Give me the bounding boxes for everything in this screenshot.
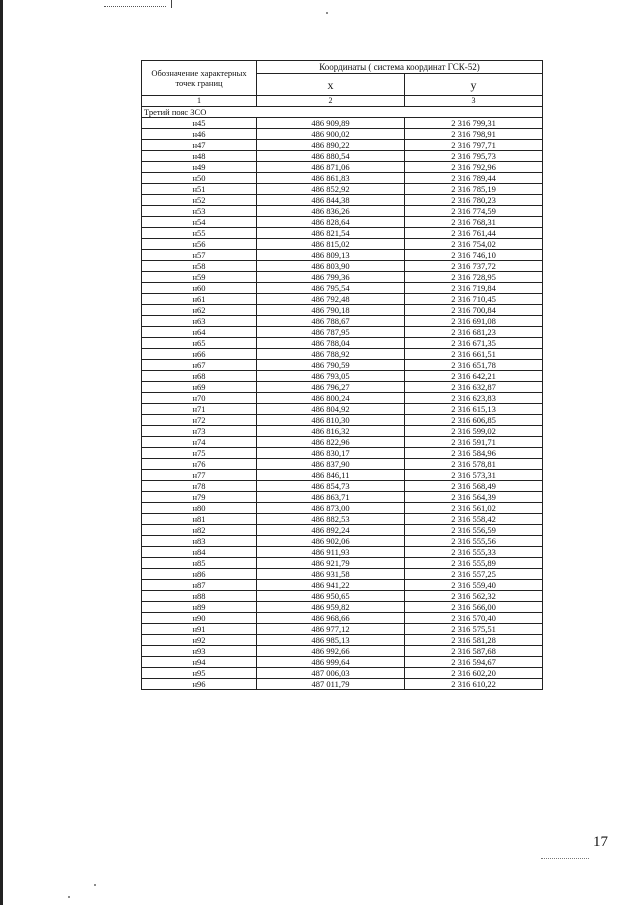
point-id-cell: н63 — [142, 316, 257, 327]
point-id-cell: н70 — [142, 393, 257, 404]
y-coordinate-cell: 2 316 792,96 — [405, 162, 543, 173]
y-coordinate-cell: 2 316 774,59 — [405, 206, 543, 217]
table-row — [142, 514, 543, 525]
table-row — [142, 624, 543, 635]
table-row — [142, 283, 543, 294]
point-id-cell: н51 — [142, 184, 257, 195]
point-id-cell: н96 — [142, 679, 257, 690]
y-coordinate-cell: 2 316 799,31 — [405, 118, 543, 129]
x-coordinate-cell: 486 787,95 — [257, 327, 405, 338]
scan-artifact-top — [104, 0, 166, 7]
point-id-cell: н91 — [142, 624, 257, 635]
table-row — [142, 404, 543, 415]
table-row — [142, 481, 543, 492]
y-coordinate-cell: 2 316 606,85 — [405, 415, 543, 426]
page-number: 17 — [593, 834, 608, 850]
point-id-cell: н92 — [142, 635, 257, 646]
x-coordinate-cell: 486 799,36 — [257, 272, 405, 283]
x-coordinate-cell: 486 809,13 — [257, 250, 405, 261]
table-row — [142, 591, 543, 602]
x-coordinate-cell: 486 821,54 — [257, 228, 405, 239]
table-row — [142, 602, 543, 613]
point-id-cell: н58 — [142, 261, 257, 272]
table-row — [142, 580, 543, 591]
point-id-cell: н50 — [142, 173, 257, 184]
table-row — [142, 547, 543, 558]
table-row — [142, 173, 543, 184]
table-row — [142, 525, 543, 536]
point-id-cell: н66 — [142, 349, 257, 360]
scan-artifact-dot — [326, 12, 328, 14]
y-coordinate-cell: 2 316 556,59 — [405, 525, 543, 536]
y-coordinate-cell: 2 316 700,84 — [405, 305, 543, 316]
table-row — [142, 371, 543, 382]
x-coordinate-cell: 486 816,32 — [257, 426, 405, 437]
x-coordinate-cell: 486 803,90 — [257, 261, 405, 272]
x-coordinate-cell: 486 900,02 — [257, 129, 405, 140]
point-id-cell: н47 — [142, 140, 257, 151]
point-id-cell: н62 — [142, 305, 257, 316]
y-coordinate-cell: 2 316 584,96 — [405, 448, 543, 459]
point-id-cell: н90 — [142, 613, 257, 624]
coordinates-table — [141, 60, 543, 690]
point-id-cell: н67 — [142, 360, 257, 371]
y-coordinate-cell: 2 316 575,51 — [405, 624, 543, 635]
y-coordinate-cell: 2 316 651,78 — [405, 360, 543, 371]
x-coordinate-cell: 486 830,17 — [257, 448, 405, 459]
table-row — [142, 470, 543, 481]
table-row — [142, 657, 543, 668]
header-coordinates: Координаты ( система координат ГСК-52) — [257, 61, 543, 74]
y-coordinate-cell: 2 316 623,83 — [405, 393, 543, 404]
x-coordinate-cell: 486 950,65 — [257, 591, 405, 602]
point-id-cell: н93 — [142, 646, 257, 657]
table-row — [142, 316, 543, 327]
point-id-cell: н57 — [142, 250, 257, 261]
header-y: у — [405, 74, 543, 96]
point-id-cell: н71 — [142, 404, 257, 415]
y-coordinate-cell: 2 316 561,02 — [405, 503, 543, 514]
y-coordinate-cell: 2 316 719,84 — [405, 283, 543, 294]
point-id-cell: н45 — [142, 118, 257, 129]
x-coordinate-cell: 486 968,66 — [257, 613, 405, 624]
y-coordinate-cell: 2 316 566,00 — [405, 602, 543, 613]
point-id-cell: н54 — [142, 217, 257, 228]
y-coordinate-cell: 2 316 754,02 — [405, 239, 543, 250]
x-coordinate-cell: 486 852,92 — [257, 184, 405, 195]
table-row — [142, 250, 543, 261]
table-row — [142, 503, 543, 514]
x-coordinate-cell: 486 800,24 — [257, 393, 405, 404]
point-id-cell: н74 — [142, 437, 257, 448]
x-coordinate-cell: 486 795,54 — [257, 283, 405, 294]
y-coordinate-cell: 2 316 591,71 — [405, 437, 543, 448]
table-row — [142, 613, 543, 624]
point-id-cell: н61 — [142, 294, 257, 305]
y-coordinate-cell: 2 316 559,40 — [405, 580, 543, 591]
table-row — [142, 118, 543, 129]
x-coordinate-cell: 486 836,26 — [257, 206, 405, 217]
table-row — [142, 635, 543, 646]
x-coordinate-cell: 487 011,79 — [257, 679, 405, 690]
x-coordinate-cell: 486 861,83 — [257, 173, 405, 184]
point-id-cell: н95 — [142, 668, 257, 679]
scan-artifact-footer — [541, 858, 589, 860]
point-id-cell: н84 — [142, 547, 257, 558]
y-coordinate-cell: 2 316 555,89 — [405, 558, 543, 569]
y-coordinate-cell: 2 316 557,25 — [405, 569, 543, 580]
y-coordinate-cell: 2 316 599,02 — [405, 426, 543, 437]
x-coordinate-cell: 486 985,13 — [257, 635, 405, 646]
x-coordinate-cell: 486 822,96 — [257, 437, 405, 448]
x-coordinate-cell: 486 804,92 — [257, 404, 405, 415]
y-coordinate-cell: 2 316 581,28 — [405, 635, 543, 646]
x-coordinate-cell: 486 977,12 — [257, 624, 405, 635]
point-id-cell: н89 — [142, 602, 257, 613]
x-coordinate-cell: 486 828,64 — [257, 217, 405, 228]
table-row — [142, 646, 543, 657]
x-coordinate-cell: 487 006,03 — [257, 668, 405, 679]
y-coordinate-cell: 2 316 610,22 — [405, 679, 543, 690]
table-row — [142, 536, 543, 547]
point-id-cell: н76 — [142, 459, 257, 470]
y-coordinate-cell: 2 316 555,56 — [405, 536, 543, 547]
table-row — [142, 129, 543, 140]
x-coordinate-cell: 486 892,24 — [257, 525, 405, 536]
y-coordinate-cell: 2 316 568,49 — [405, 481, 543, 492]
y-coordinate-cell: 2 316 798,91 — [405, 129, 543, 140]
y-coordinate-cell: 2 316 562,32 — [405, 591, 543, 602]
table-row — [142, 195, 543, 206]
scan-artifact-dot — [94, 884, 96, 886]
x-coordinate-cell: 486 911,93 — [257, 547, 405, 558]
table-row — [142, 558, 543, 569]
table-row — [142, 459, 543, 470]
x-coordinate-cell: 486 959,82 — [257, 602, 405, 613]
point-id-cell: н94 — [142, 657, 257, 668]
y-coordinate-cell: 2 316 797,71 — [405, 140, 543, 151]
x-coordinate-cell: 486 837,90 — [257, 459, 405, 470]
table-row — [142, 151, 543, 162]
y-coordinate-cell: 2 316 710,45 — [405, 294, 543, 305]
x-coordinate-cell: 486 902,06 — [257, 536, 405, 547]
y-coordinate-cell: 2 316 728,95 — [405, 272, 543, 283]
point-id-cell: н88 — [142, 591, 257, 602]
x-coordinate-cell: 486 792,48 — [257, 294, 405, 305]
point-id-cell: н77 — [142, 470, 257, 481]
point-id-cell: н48 — [142, 151, 257, 162]
x-coordinate-cell: 486 796,27 — [257, 382, 405, 393]
y-coordinate-cell: 2 316 661,51 — [405, 349, 543, 360]
y-coordinate-cell: 2 316 785,19 — [405, 184, 543, 195]
scan-left-edge — [0, 0, 3, 905]
x-coordinate-cell: 486 846,11 — [257, 470, 405, 481]
x-coordinate-cell: 486 790,18 — [257, 305, 405, 316]
table-row — [142, 217, 543, 228]
header-col-number-2: 2 — [257, 96, 405, 107]
table-row — [142, 393, 543, 404]
y-coordinate-cell: 2 316 558,42 — [405, 514, 543, 525]
y-coordinate-cell: 2 316 602,20 — [405, 668, 543, 679]
y-coordinate-cell: 2 316 768,31 — [405, 217, 543, 228]
y-coordinate-cell: 2 316 737,72 — [405, 261, 543, 272]
point-id-cell: н85 — [142, 558, 257, 569]
y-coordinate-cell: 2 316 789,44 — [405, 173, 543, 184]
section-title: Третий пояс ЗСО — [142, 107, 543, 118]
x-coordinate-cell: 486 871,06 — [257, 162, 405, 173]
point-id-cell: н46 — [142, 129, 257, 140]
y-coordinate-cell: 2 316 594,67 — [405, 657, 543, 668]
y-coordinate-cell: 2 316 671,35 — [405, 338, 543, 349]
x-coordinate-cell: 486 931,58 — [257, 569, 405, 580]
table-row — [142, 184, 543, 195]
point-id-cell: н72 — [142, 415, 257, 426]
x-coordinate-cell: 486 909,89 — [257, 118, 405, 129]
table-row — [142, 140, 543, 151]
y-coordinate-cell: 2 316 795,73 — [405, 151, 543, 162]
point-id-cell: н65 — [142, 338, 257, 349]
point-id-cell: н52 — [142, 195, 257, 206]
point-id-cell: н78 — [142, 481, 257, 492]
x-coordinate-cell: 486 793,05 — [257, 371, 405, 382]
x-coordinate-cell: 486 873,00 — [257, 503, 405, 514]
scan-artifact-tick — [171, 0, 172, 8]
x-coordinate-cell: 486 890,22 — [257, 140, 405, 151]
table-row — [142, 239, 543, 250]
table-row — [142, 415, 543, 426]
x-coordinate-cell: 486 863,71 — [257, 492, 405, 503]
y-coordinate-cell: 2 316 578,81 — [405, 459, 543, 470]
y-coordinate-cell: 2 316 691,08 — [405, 316, 543, 327]
y-coordinate-cell: 2 316 632,87 — [405, 382, 543, 393]
table-row — [142, 437, 543, 448]
x-coordinate-cell: 486 999,64 — [257, 657, 405, 668]
table-row — [142, 569, 543, 580]
header-col-number-3: 3 — [405, 96, 543, 107]
point-id-cell: н80 — [142, 503, 257, 514]
header-col-number-1: 1 — [142, 96, 257, 107]
y-coordinate-cell: 2 316 587,68 — [405, 646, 543, 657]
table-row — [142, 294, 543, 305]
point-id-cell: н83 — [142, 536, 257, 547]
x-coordinate-cell: 486 992,66 — [257, 646, 405, 657]
table-row — [142, 668, 543, 679]
point-id-cell: н86 — [142, 569, 257, 580]
y-coordinate-cell: 2 316 642,21 — [405, 371, 543, 382]
table-row — [142, 679, 543, 690]
x-coordinate-cell: 486 844,38 — [257, 195, 405, 206]
point-id-cell: н64 — [142, 327, 257, 338]
table-row — [142, 360, 543, 371]
y-coordinate-cell: 2 316 570,40 — [405, 613, 543, 624]
header-x: х — [257, 74, 405, 96]
y-coordinate-cell: 2 316 681,23 — [405, 327, 543, 338]
y-coordinate-cell: 2 316 573,31 — [405, 470, 543, 481]
point-id-cell: н60 — [142, 283, 257, 294]
point-id-cell: н59 — [142, 272, 257, 283]
x-coordinate-cell: 486 941,22 — [257, 580, 405, 591]
scan-artifact-dot — [68, 896, 70, 898]
y-coordinate-cell: 2 316 555,33 — [405, 547, 543, 558]
y-coordinate-cell: 2 316 780,23 — [405, 195, 543, 206]
table-row — [142, 349, 543, 360]
point-id-cell: н68 — [142, 371, 257, 382]
point-id-cell: н49 — [142, 162, 257, 173]
point-id-cell: н73 — [142, 426, 257, 437]
point-id-cell: н81 — [142, 514, 257, 525]
y-coordinate-cell: 2 316 564,39 — [405, 492, 543, 503]
table-row — [142, 327, 543, 338]
x-coordinate-cell: 486 788,04 — [257, 338, 405, 349]
table-row — [142, 206, 543, 217]
y-coordinate-cell: 2 316 615,13 — [405, 404, 543, 415]
table-row — [142, 228, 543, 239]
x-coordinate-cell: 486 788,67 — [257, 316, 405, 327]
table-row — [142, 492, 543, 503]
table-row — [142, 162, 543, 173]
x-coordinate-cell: 486 788,92 — [257, 349, 405, 360]
point-id-cell: н56 — [142, 239, 257, 250]
table-row — [142, 272, 543, 283]
point-id-cell: н82 — [142, 525, 257, 536]
x-coordinate-cell: 486 790,59 — [257, 360, 405, 371]
table-row — [142, 261, 543, 272]
point-id-cell: н87 — [142, 580, 257, 591]
y-coordinate-cell: 2 316 761,44 — [405, 228, 543, 239]
table-row — [142, 426, 543, 437]
x-coordinate-cell: 486 880,54 — [257, 151, 405, 162]
x-coordinate-cell: 486 815,02 — [257, 239, 405, 250]
y-coordinate-cell: 2 316 746,10 — [405, 250, 543, 261]
table-row — [142, 305, 543, 316]
point-id-cell: н75 — [142, 448, 257, 459]
x-coordinate-cell: 486 854,73 — [257, 481, 405, 492]
x-coordinate-cell: 486 810,30 — [257, 415, 405, 426]
point-id-cell: н79 — [142, 492, 257, 503]
x-coordinate-cell: 486 882,53 — [257, 514, 405, 525]
point-id-cell: н69 — [142, 382, 257, 393]
header-designation: Обозначение характерных точек границ — [142, 61, 257, 96]
point-id-cell: н55 — [142, 228, 257, 239]
x-coordinate-cell: 486 921,79 — [257, 558, 405, 569]
table-row — [142, 382, 543, 393]
point-id-cell: н53 — [142, 206, 257, 217]
table-row — [142, 338, 543, 349]
table-row — [142, 448, 543, 459]
